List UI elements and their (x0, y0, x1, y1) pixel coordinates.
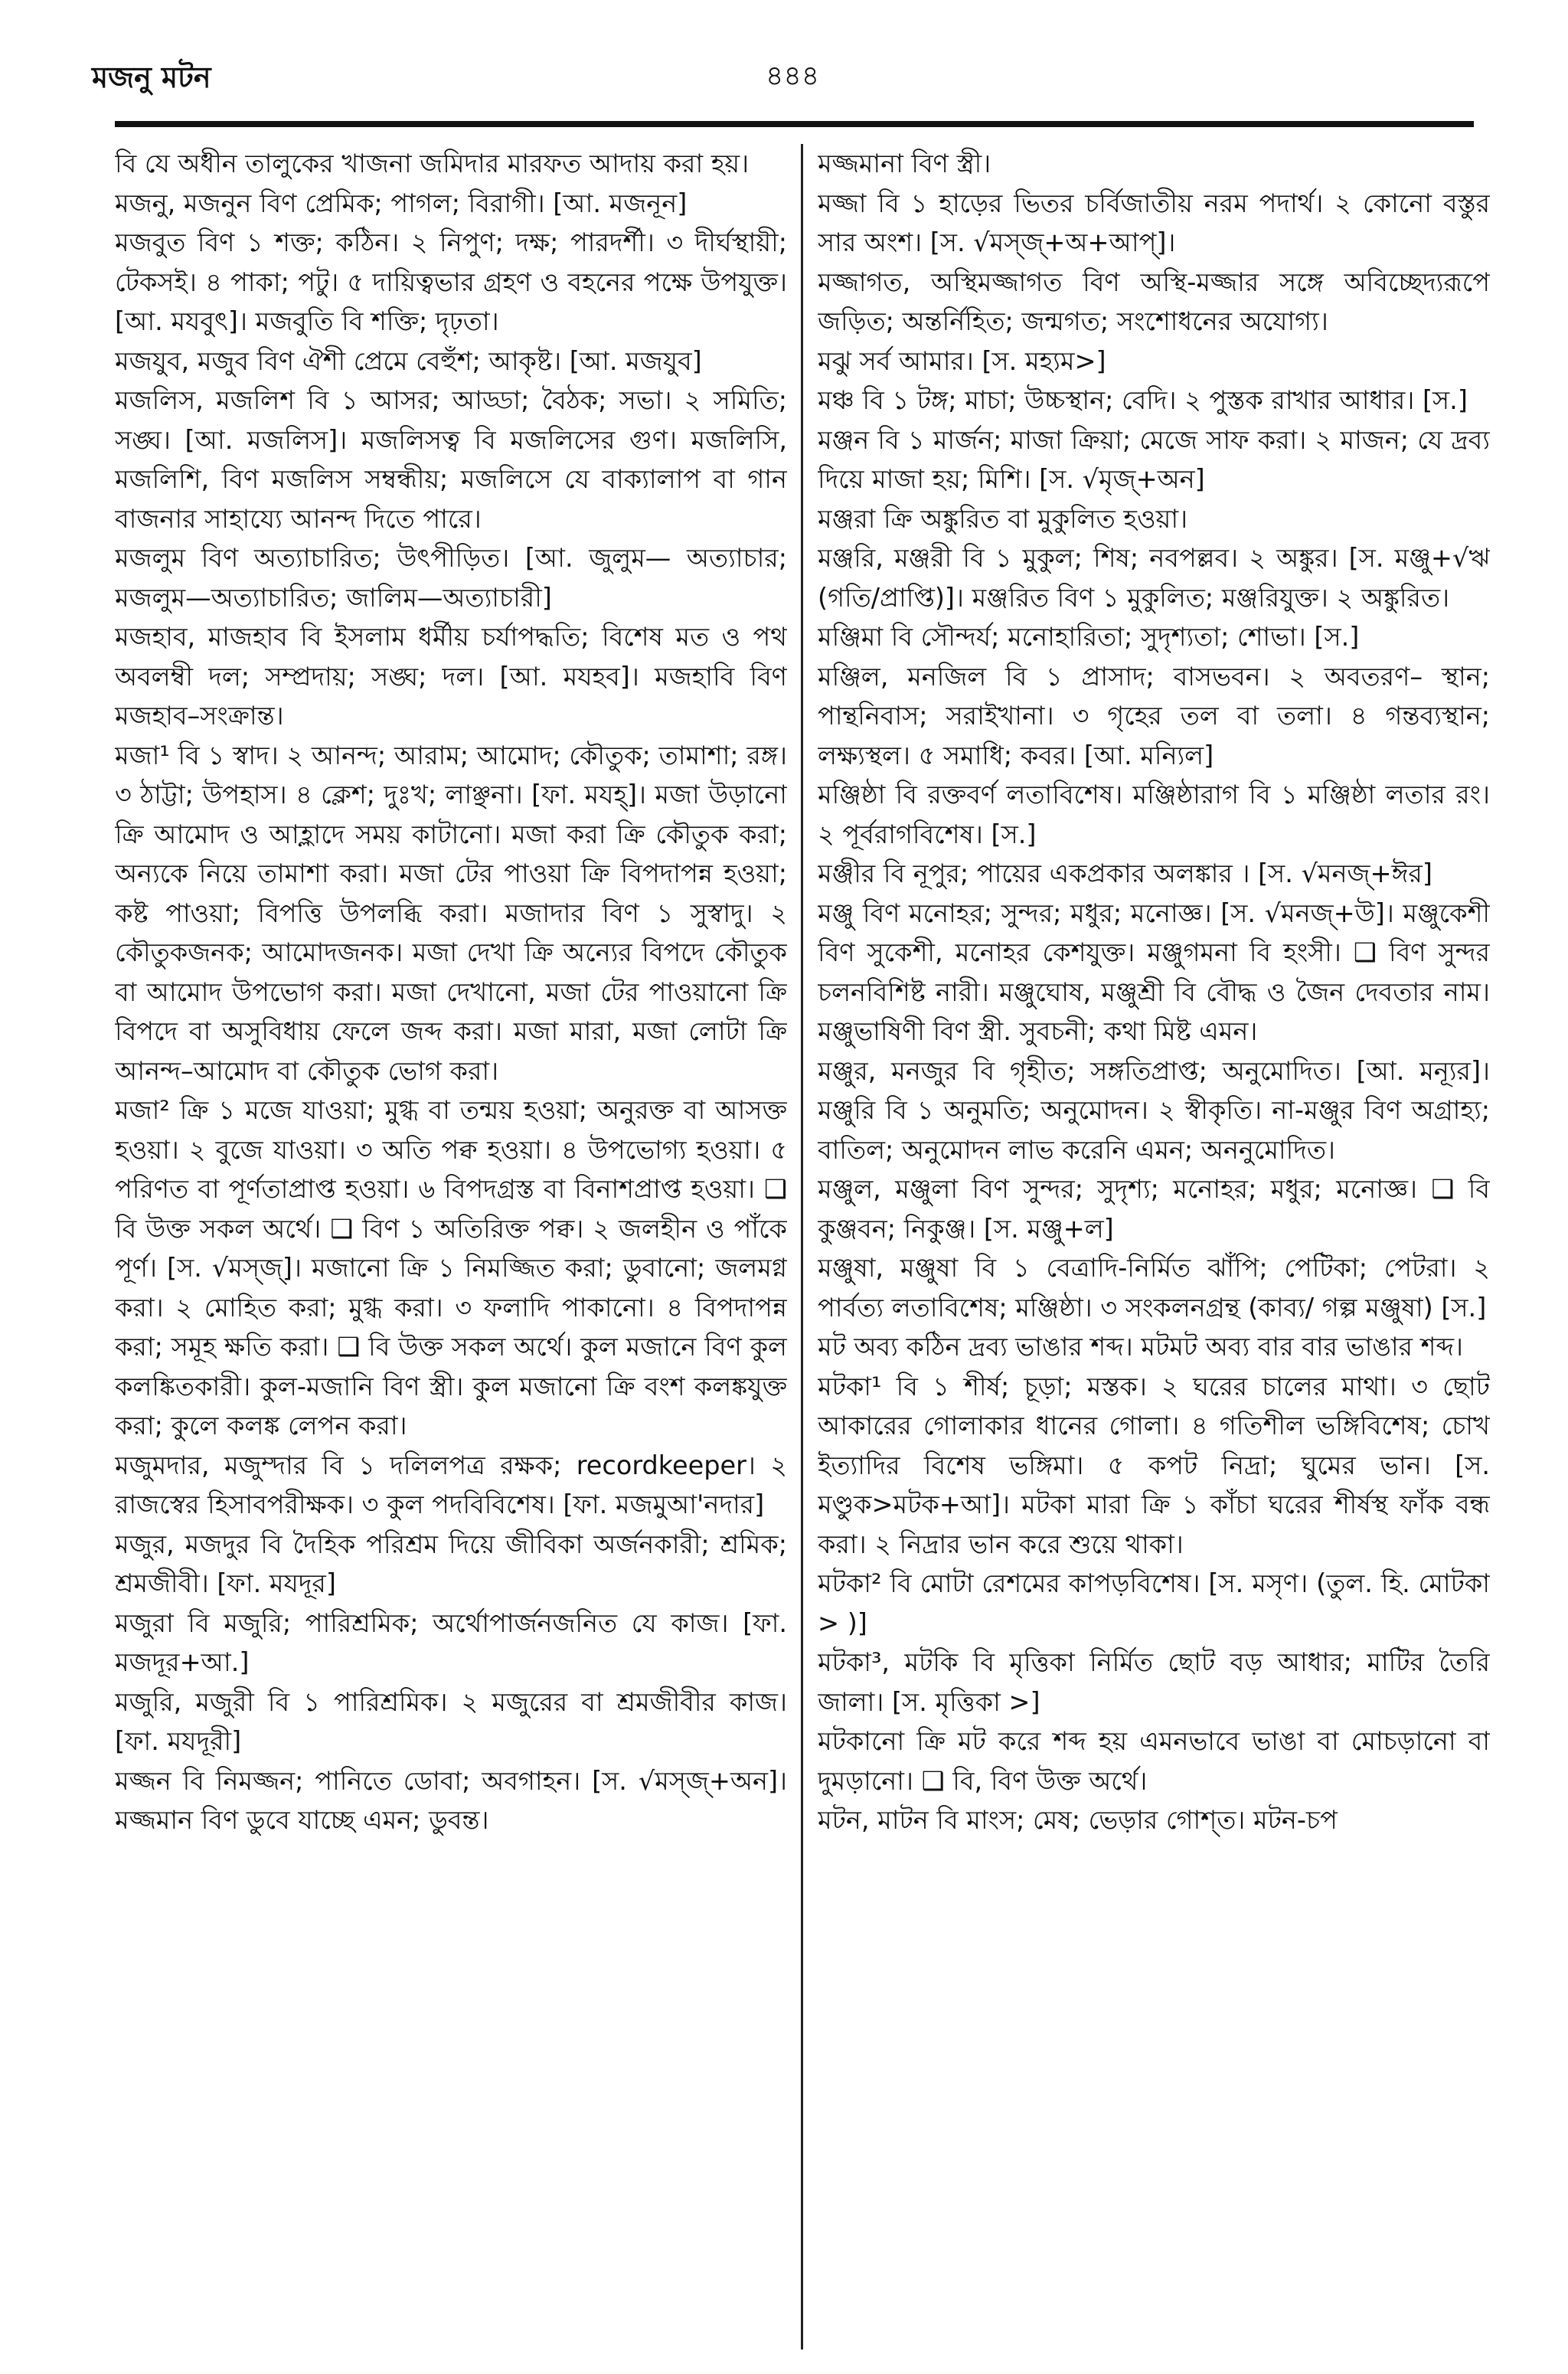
entry-manjari: মঞ্জরি, মঞ্জরী বি ১ মুকুল; শিষ; নবপল্লব। ২ অঙ্কুর। [স. মঞ্জু+√ঋ (গতি/প্রাপ্তি)]। মঞ্জরিত বিণ ১ মুকুলিত; মঞ্জরিযুক্ত। ২ অঙ্কুরিত। (818, 543, 1490, 613)
entry-continuation: বি যে অধীন তালুকের খাজনা জমিদার মারফত আদায় করা হয়। (115, 149, 750, 178)
entry-majhu: মঝু সর্ব আমার। [স. মহ্যম>] (818, 345, 1106, 376)
entry-majhab: মজহাব, মাজহাব বি ইসলাম ধর্মীয় চর্যাপদ্ধতি; বিশেষ মত ও পথ অবলম্বী দল; সম্প্রদায়; সঙ্ঘ; দল। [আ. মযহব]। মজহাবি বিণ মজহাব–সংক্রান্ত। (115, 622, 787, 731)
header-rule (115, 121, 1474, 127)
entry-majura: মজুরা বি মজুরি; পারিশ্রমিক; অর্থোপার্জনজনিত যে কাজ। [ফা. মজদূর+আ.] (115, 1607, 787, 1677)
entry-manjir: মঞ্জীর বি নূপুর; পায়ের একপ্রকার অলঙ্কার । [স. √মনজ্+ঈর] (818, 858, 1432, 888)
entry-manjima: মঞ্জিমা বি সৌন্দর্য; মনোহারিতা; সুদৃশ্যতা; শোভা। [স.] (818, 622, 1360, 652)
entry-majjagata: মজ্জাগত, অস্থিমজ্জাগত বিণ অস্থি-মজ্জার সঙ্গে অবিচ্ছেদ্যরূপে জড়িত; অন্তর্নিহিত; জন্মগত; সংশোধনের অযোগ্য। (818, 267, 1490, 336)
entry-matka-1: মটকা¹ বি ১ শীর্ষ; চূড়া; মস্তক। ২ ঘরের চালের মাথা। ৩ ছোট আকারের গোলাকার ধানের গোলা। ৪ গতিশীল ভঙ্গিবিশেষ; চোখ ইত্যাদির বিশেষ ভঙ্গিমা। ৫ কপট নিদ্রা; ঘুমের ভান। [স. মণ্ডুক>মটক+আ]। মটকা মারা ক্রি ১ কাঁচা ঘরের শীর্ষস্থ ফাঁক বন্ধ করা। ২ নিদ্রার ভান করে শুয়ে থাকা। (818, 1371, 1490, 1559)
right-column (818, 144, 1490, 2357)
entry-matan: মটন, মাটন বি মাংস; মেষ; ভেড়ার গোশ্‌ত। মটন-চপ (818, 1805, 1338, 1835)
column-divider (801, 144, 803, 2349)
entry-majlum: মজলুম বিণ অত্যাচারিত; উৎপীড়িত। [আ. জুলুম— অত্যাচার; মজলুম—অত্যাচারিত; জালিম—অত্যাচারী] (115, 543, 787, 613)
entry-manju: মঞ্জু বিণ মনোহর; সুন্দর; মধুর; মনোজ্ঞ। [স. √মনজ্+উ]। মঞ্জুকেশী বিণ সুকেশী, মনোহর কেশযুক্ত। মঞ্জুগমনা বি হংসী। ❑ বিণ সুন্দর চলনবিশিষ্ট নারী। মঞ্জুঘোষ, মঞ্জুশ্রী বি বৌদ্ধ ও জৈন দেবতার নাম। মঞ্জুভাষিণী বিণ স্ত্রী. সুবচনী; কথা মিষ্ট এমন। (818, 898, 1490, 1046)
entry-majlis: মজলিস, মজলিশ বি ১ আসর; আড্ডা; বৈঠক; সভা। ২ সমিতি; সঙ্ঘ। [আ. মজলিস]। মজলিসত্ব বি মজলিসের গুণ। মজলিসি, মজলিশি, বিণ মজলিস সম্বন্ধীয়; মজলিসে যে বাক্যালাপ বা গান বাজনার সাহায্যে আনন্দ দিতে পারে। (115, 385, 787, 534)
entry-majja: মজ্জা বি ১ হাড়ের ভিতর চর্বিজাতীয় নরম পদার্থ। ২ কোনো বস্তুর সার অংশ। [স. √মস্জ্+অ+আপ্]। (818, 188, 1490, 257)
entry-manjil: মঞ্জিল, মনজিল বি ১ প্রাসাদ; বাসভবন। ২ অবতরণ– স্থান; পান্থনিবাস; সরাইখানা। ৩ গৃহের তল বা তলা। ৪ গন্তব্যস্থান; লক্ষ্যস্থল। ৫ সমাধি; কবর। [আ. মন্যিল] (818, 661, 1490, 770)
entry-majbut: মজবুত বিণ ১ শক্ত; কঠিন। ২ নিপুণ; দক্ষ; পারদর্শী। ৩ দীর্ঘস্থায়ী; টেকসই। ৪ পাকা; পটু। ৫ দায়িত্বভার গ্রহণ ও বহনের পক্ষে উপযুক্ত। [আ. মযবুৎ]। মজবুতি বি শক্তি; দৃঢ়তা। (115, 227, 787, 336)
entry-majjamana: মজ্জমানা বিণ স্ত্রী। (818, 149, 991, 178)
entry-matka-3: মটকা³, মটকি বি মৃত্তিকা নির্মিত ছোট বড় আধার; মাটির তৈরি জালা। [স. মৃত্তিকা >] (818, 1647, 1490, 1717)
entry-majjan: মজ্জন বি নিমজ্জন; পানিতে ডোবা; অবগাহন। [স. √মস্জ্+অন]। মজ্জমান বিণ ডুবে যাচ্ছে এমন; ডুবন্ত। (115, 1765, 787, 1835)
entry-majumdar: মজুমদার, মজুম্দার বি ১ দলিলপত্র রক্ষক; recordkeeper। ২ রাজস্বের হিসাবপরীক্ষক। ৩ কুল পদবিবিশেষ। [ফা. মজমুআ'নদার] (115, 1450, 787, 1519)
entry-manjul: মঞ্জুল, মঞ্জুলা বিণ সুন্দর; সুদৃশ্য; মনোহর; মধুর; মনোজ্ঞ। ❑ বি কুঞ্জবন; নিকুঞ্জ। [স. মঞ্জু+ল] (818, 1174, 1490, 1244)
entry-majuri: মজুরি, মজুরী বি ১ পারিশ্রমিক। ২ মজুরের বা শ্রমজীবীর কাজ। [ফা. মযদূরী] (115, 1686, 787, 1756)
left-column (115, 144, 787, 2357)
entry-manjusha: মঞ্জুষা, মঞ্জুষা বি ১ বেত্রাদি-নির্মিত ঝাঁপি; পেটিকা; পেটরা। ২ পার্বত্য লতাবিশেষ; মঞ্জিষ্ঠা। ৩ সংকলনগ্রন্থ (কাব্য/ গল্প মঞ্জুষা) [স.] (818, 1253, 1490, 1323)
entry-maja-2: মজা² ক্রি ১ মজে যাওয়া; মুগ্ধ বা তন্ময় হওয়া; অনুরক্ত বা আসক্ত হওয়া। ২ বুজে যাওয়া। ৩ অতি পক্ব হওয়া। ৪ উপভোগ্য হওয়া। ৫ পরিণত বা পূর্ণতাপ্রাপ্ত হওয়া। ৬ বিপদগ্রস্ত বা বিনাশপ্রাপ্ত হওয়া। ❑ বি উক্ত সকল অর্থে। ❑ বিণ ১ অতিরিক্ত পক্ব। ২ জলহীন ও পাঁকে পূর্ণ। [স. √মস্জ্]। মজানো ক্রি ১ নিমজ্জিত করা; ডুবানো; জলমগ্ন করা। ২ মোহিত করা; মুগ্ধ করা। ৩ ফলাদি পাকানো। ৪ বিপদাপন্ন করা; সমূহ ক্ষতি করা। ❑ বি উক্ত সকল অর্থে। কুল মজানে বিণ কুল কলঙ্কিতকারী। কুল-মজানি বিণ স্ত্রী। কুল মজানো ক্রি বংশ কলঙ্কযুক্ত করা; কুলে কলঙ্ক লেপন করা। (115, 1095, 787, 1440)
entry-manjistha: মঞ্জিষ্ঠা বি রক্তবর্ণ লতাবিশেষ। মঞ্জিষ্ঠারাগ বি ১ মঞ্জিষ্ঠা লতার রং। ২ পূর্বরাগবিশেষ। [স.] (818, 780, 1490, 849)
entry-mancha: মঞ্চ বি ১ টঙ্গ; মাচা; উচ্চস্থান; বেদি। ২ পুস্তক রাখার আধার। [স.] (818, 385, 1468, 415)
entry-majzub: মজযুব, মজুব বিণ ঐশী প্রেমে বেহুঁশ; আকৃষ্ট। [আ. মজযুব] (115, 345, 702, 376)
entry-manjan: মঞ্জন বি ১ মার্জন; মাজা ক্রিয়া; মেজে সাফ করা। ২ মাজন; যে দ্রব্য দিয়ে মাজা হয়; মিশি। [স. √মৃজ্+অন] (818, 424, 1490, 494)
page-number: ৪৪৪ (766, 60, 820, 92)
page-header (92, 55, 1470, 109)
entry-majur: মজুর, মজদুর বি দৈহিক পরিশ্রম দিয়ে জীবিকা অর্জনকারী; শ্রমিক; শ্রমজীবী। [ফা. মযদূর] (115, 1529, 787, 1598)
entry-mat: মট অব্য কঠিন দ্রব্য ভাঙার শব্দ। মটমট অব্য বার বার ভাঙার শব্দ। (818, 1332, 1463, 1362)
running-headwords: মজনু মটন (92, 60, 211, 94)
entry-manjur: মঞ্জুর, মনজুর বি গৃহীত; সঙ্গতিপ্রাপ্ত; অনুমোদিত। [আ. মন্যূর]। মঞ্জুরি বি ১ অনুমতি; অনুমোদন। ২ স্বীকৃতি। না-মঞ্জুর বিণ অগ্রাহ্য; বাতিল; অনুমোদন লাভ করেনি এমন; অননুমোদিত। (818, 1055, 1490, 1165)
entry-maja-1: মজা¹ বি ১ স্বাদ। ২ আনন্দ; আরাম; আমোদ; কৌতুক; তামাশা; রঙ্গ। ৩ ঠাট্টা; উপহাস। ৪ ক্লেশ; দুঃখ; লাঞ্ছনা। [ফা. মযহ্]। মজা উড়ানো ক্রি আমোদ ও আহ্লাদে সময় কাটানো। মজা করা ক্রি কৌতুক করা; অন্যকে নিয়ে তামাশা করা। মজা টের পাওয়া ক্রি বিপদাপন্ন হওয়া; কষ্ট পাওয়া; বিপত্তি উপলব্ধি করা। মজাদার বিণ ১ সুস্বাদু। ২ কৌতুকজনক; আমোদজনক। মজা দেখা ক্রি অন্যের বিপদে কৌতুক বা আমোদ উপভোগ করা। মজা দেখানো, মজা টের পাওয়ানো ক্রি বিপদে বা অসুবিধায় ফেলে জব্দ করা। মজা মারা, মজা লোটা ক্রি আনন্দ–আমোদ বা কৌতুক ভোগ করা। (115, 740, 787, 1086)
entry-matka-2: মটকা² বি মোটা রেশমের কাপড়বিশেষ। [স. মসৃণ। (তুল. হি. মোটকা > )] (818, 1568, 1490, 1638)
entry-majnu: মজনু, মজনুন বিণ প্রেমিক; পাগল; বিরাগী। [আ. মজনূন] (115, 188, 688, 218)
entry-matkano: মটকানো ক্রি মট করে শব্দ হয় এমনভাবে ভাঙা বা মোচড়ানো বা দুমড়ানো। ❑ বি, বিণ উক্ত অর্থে। (818, 1726, 1490, 1796)
entry-manjara: মঞ্জরা ক্রি অঙ্কুরিত বা মুকুলিত হওয়া। (818, 503, 1188, 534)
